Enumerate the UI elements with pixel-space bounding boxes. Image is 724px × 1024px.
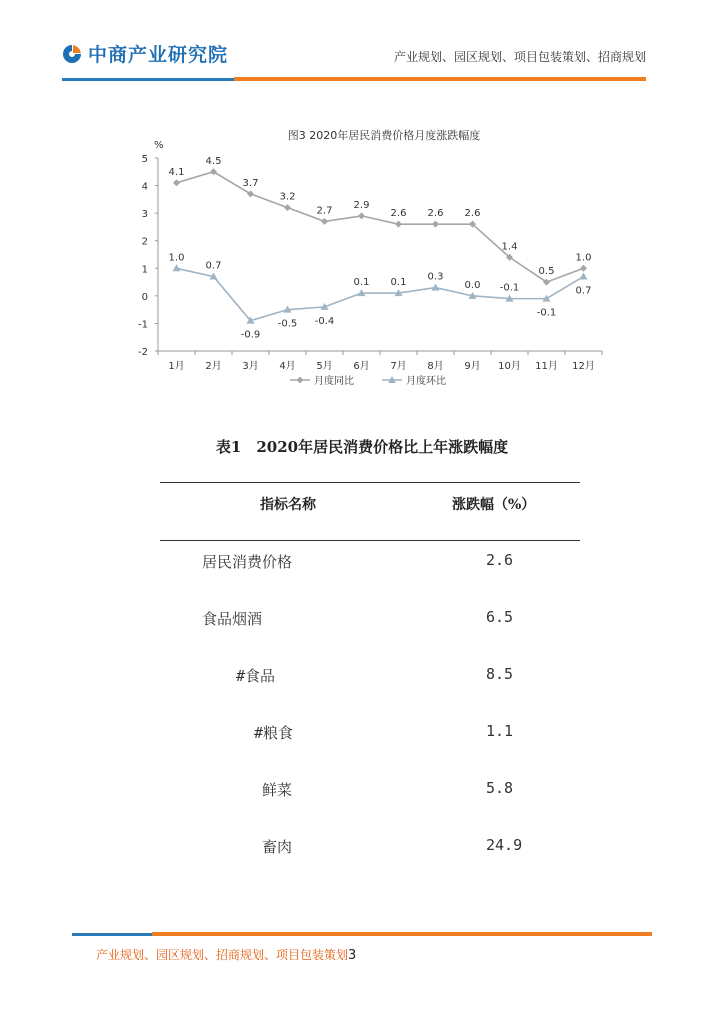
data-label: 2.6 (427, 208, 444, 220)
table-row (160, 722, 580, 746)
y-axis-unit: % (154, 140, 164, 151)
data-label: 2.6 (390, 208, 407, 220)
row-name: #食品 (236, 667, 276, 685)
data-label: 4.1 (168, 166, 185, 178)
legend-label: 月度同比 (314, 376, 354, 387)
y-tick-label: 1 (141, 264, 148, 276)
row-value: 1.1 (486, 722, 514, 740)
table-header-rule (160, 540, 580, 541)
page-number: 3 (348, 948, 357, 963)
x-tick-label: 11月 (535, 361, 558, 372)
data-label: -0.5 (277, 318, 298, 330)
data-label: 4.5 (205, 155, 222, 167)
data-point-diamond (284, 204, 291, 211)
row-name: 鲜菜 (262, 781, 293, 799)
table-header-change: 涨跌幅（%） (452, 497, 536, 513)
y-tick-label: 0 (141, 291, 148, 303)
x-tick-label: 8月 (427, 361, 444, 372)
data-label: 2.6 (464, 208, 481, 220)
footer (96, 946, 356, 963)
x-tick-label: 5月 (316, 361, 333, 372)
data-point-triangle (432, 284, 440, 291)
row-value: 5.8 (486, 779, 514, 797)
data-label: 1.0 (575, 252, 592, 264)
data-label: 0.0 (464, 279, 481, 291)
legend-label: 月度环比 (406, 376, 446, 387)
data-label: 1.4 (501, 241, 518, 253)
row-value: 8.5 (486, 665, 514, 683)
row-name: 畜肉 (262, 838, 293, 856)
data-point-diamond (210, 168, 217, 175)
data-point-diamond (580, 265, 587, 272)
y-tick-label: -2 (138, 347, 148, 358)
data-label: 0.5 (538, 266, 555, 278)
table-row (160, 665, 580, 689)
y-tick-label: -1 (138, 319, 148, 331)
logo (62, 40, 228, 67)
logo-icon (62, 44, 82, 64)
data-point-diamond (395, 221, 402, 228)
data-point-diamond (432, 221, 439, 228)
table-title: 表1 2020年居民消费价格比上年涨跌幅度 (215, 438, 509, 456)
data-label: 0.7 (205, 260, 222, 272)
table-row (160, 551, 580, 575)
data-label: 3.2 (279, 191, 296, 203)
x-tick-label: 2月 (205, 361, 222, 372)
data-label: 1.0 (168, 252, 185, 264)
data-label: 0.1 (353, 277, 370, 289)
data-label: 2.9 (353, 199, 370, 211)
table-header-name: 指标名称 (260, 497, 316, 513)
data-label: 3.7 (242, 177, 259, 189)
y-tick-label: 2 (141, 236, 148, 248)
data-point-diamond (173, 179, 180, 186)
x-tick-label: 4月 (279, 361, 296, 372)
data-label: -0.1 (499, 282, 520, 294)
x-tick-label: 10月 (498, 361, 521, 372)
data-point-diamond (358, 212, 365, 219)
header-tagline: 产业规划、园区规划、项目包装策划、招商规划 (393, 50, 646, 64)
x-tick-label: 7月 (390, 361, 407, 372)
data-label: 0.3 (427, 271, 444, 283)
row-name: 居民消费价格 (202, 553, 293, 571)
cpi-line-chart (130, 122, 610, 392)
footer-rule-orange (152, 932, 652, 936)
header-rule-blue (62, 78, 234, 81)
row-name: 食品烟酒 (202, 610, 263, 628)
data-label: -0.4 (314, 315, 335, 327)
y-tick-label: 5 (141, 154, 148, 165)
row-value: 6.5 (486, 608, 514, 626)
data-label: 0.7 (575, 285, 592, 297)
row-name: #粮食 (254, 724, 294, 742)
y-tick-label: 3 (141, 209, 148, 221)
series-line-0 (177, 172, 584, 282)
logo-text: 中商产业研究院 (88, 44, 229, 66)
y-tick-label: 4 (141, 181, 148, 193)
table-top-rule (160, 482, 580, 483)
table-row (160, 608, 580, 632)
data-label: -0.9 (240, 329, 261, 341)
data-label: -0.1 (536, 307, 557, 319)
chart-title: 图3 2020年居民消费价格月度涨跌幅度 (287, 129, 481, 142)
header-rule-orange (234, 77, 646, 81)
table-row (160, 779, 580, 803)
legend-marker-diamond (297, 377, 304, 384)
chart-svg (130, 122, 610, 392)
row-value: 24.9 (486, 836, 523, 854)
data-label: 2.7 (316, 205, 333, 217)
x-tick-label: 3月 (242, 361, 259, 372)
row-value: 2.6 (486, 551, 514, 569)
x-tick-label: 1月 (168, 361, 185, 372)
table-row (160, 836, 580, 860)
data-point-diamond (247, 190, 254, 197)
footer-rule-blue (72, 933, 152, 936)
series-line-1 (177, 268, 584, 320)
data-point-diamond (321, 218, 328, 225)
page-header (0, 0, 724, 90)
x-tick-label: 6月 (353, 361, 370, 372)
footer-tagline: 产业规划、园区规划、招商规划、项目包装策划 (96, 948, 349, 962)
data-point-triangle (173, 264, 181, 271)
x-tick-label: 12月 (572, 361, 595, 372)
data-point-triangle (580, 273, 588, 280)
x-tick-label: 9月 (464, 361, 481, 372)
data-label: 0.1 (390, 277, 407, 289)
